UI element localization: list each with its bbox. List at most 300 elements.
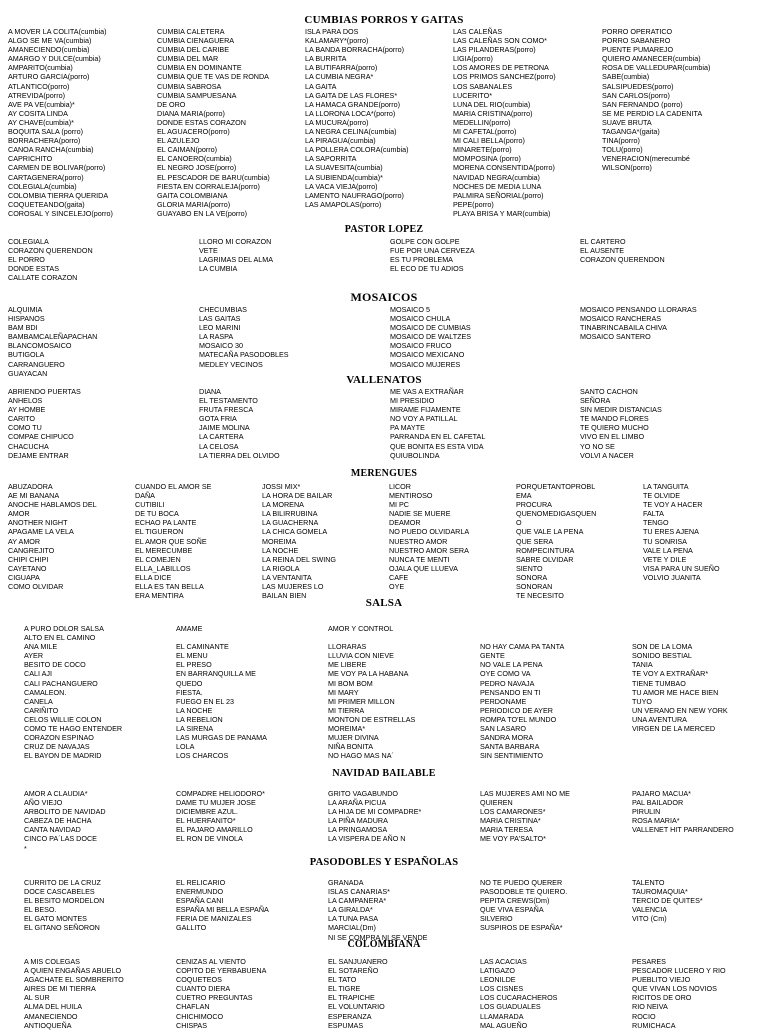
song-title: NIÑA BONITA — [328, 742, 373, 752]
song-title: NOCHES DE MEDIA LUNA — [453, 181, 542, 191]
song-title: DEAMOR — [389, 518, 421, 528]
song-title: GRANADA — [328, 878, 364, 887]
song-title: SAN CARLOS(porro) — [602, 90, 670, 100]
song-column — [390, 387, 576, 460]
song-title: CANELA — [24, 696, 53, 706]
song-title: QUE VIVA ESPAÑA — [480, 905, 544, 915]
song-title: FRUTA FRESCA — [199, 405, 254, 415]
song-title: VALE LA PENA — [643, 545, 693, 555]
song-title: LA CUMBIA — [199, 264, 238, 274]
song-title: SILVERIO — [480, 914, 513, 924]
song-title: LLUVIA CON NIEVE — [328, 651, 394, 661]
song-title: LUCERITO* — [453, 90, 493, 100]
song-title: QUE BONITA ES ESTA VIDA — [390, 441, 484, 451]
song-title: PORQUETANTOPROBL — [516, 482, 596, 491]
song-title: CORAZON QUERENDON — [8, 246, 93, 256]
song-title: ESPERANZA — [328, 1011, 372, 1021]
song-title: DONDE ESTAS — [8, 264, 59, 274]
song-title: SONIDO BESTIAL — [632, 651, 692, 661]
song-title: SIN SENTIMIENTO — [480, 751, 543, 761]
song-title: PERDONAME — [480, 696, 527, 706]
song-title: LA TANGUITA — [643, 482, 689, 491]
song-title: NI SE COMPRA NI SE VENDE — [328, 932, 428, 942]
song-title: MOREIMA — [262, 536, 297, 546]
song-title: EL VOLUNTARIO — [328, 1002, 385, 1012]
song-column — [328, 878, 476, 942]
song-title: COLEGIALA — [8, 237, 49, 246]
song-title: LA PIÑA MADURA — [328, 816, 388, 826]
song-title: EL GATO MONTES — [24, 914, 87, 924]
song-title: ESPUMAS — [328, 1020, 364, 1030]
song-title: QUENOMEDIGASQUEN — [516, 509, 597, 519]
song-title — [632, 624, 764, 633]
song-title: FALTA — [643, 509, 664, 519]
song-title: TENGO — [643, 518, 669, 528]
song-title: MI PRESIDIO — [390, 396, 435, 406]
song-title: LOLA — [176, 742, 195, 752]
song-title: COROSAL Y SINCELEJO(porro) — [8, 208, 113, 218]
song-title: ME VAS A EXTRAÑAR — [390, 387, 464, 396]
song-title — [480, 633, 628, 642]
song-title: LA PIRAGUA(cumbia) — [305, 136, 376, 146]
song-title: GAITA COLOMBIANA — [157, 190, 228, 200]
song-title: MATECAÑA PASODOBLES — [199, 350, 289, 360]
song-title: MORENA CONSENTIDA(porro) — [453, 163, 555, 173]
song-title: MI CAFETAL(porro) — [453, 127, 517, 137]
song-title: SALSIPUEDES(porro) — [602, 81, 674, 91]
song-title: AL SUR — [24, 993, 50, 1003]
song-column — [390, 305, 576, 369]
song-title: FIESTA EN CORRALEJA(porro) — [157, 181, 260, 191]
song-title: PA MAYTE — [390, 423, 425, 433]
song-title: EL BAYON DE MADRID — [24, 751, 102, 761]
song-title: CANTA NAVIDAD — [24, 825, 81, 835]
song-title: ESPAÑA MI BELLA ESPAÑA — [176, 905, 269, 915]
song-title: ARBOLITO DE NAVIDAD — [24, 807, 106, 817]
song-title: AMAME — [176, 624, 203, 633]
song-title: LA HIJA DE MI COMPADRE* — [328, 807, 422, 817]
song-title: EL MENU — [176, 651, 208, 661]
song-title: ATREVIDA(porro) — [8, 90, 65, 100]
song-title: CAFE — [389, 572, 409, 582]
song-title: AMOR Y CONTROL — [328, 624, 394, 633]
song-title: CUMBIA QUE TE VAS DE RONDA — [157, 72, 269, 82]
song-column — [135, 482, 258, 600]
song-title: TE NECESITO — [516, 591, 564, 601]
song-title: QUIEREN — [480, 798, 513, 808]
song-title: DE TU BOCA — [135, 509, 179, 519]
section-title: COLOMBIANA — [347, 939, 421, 950]
song-title: EL AZULEJO — [157, 136, 200, 146]
song-title: QUE VIVAN LOS NOVIOS — [632, 984, 717, 994]
song-title: TE VOY A HACER — [643, 500, 703, 510]
song-title: CHICHIMOCO — [176, 1011, 224, 1021]
song-title: CALI AJI — [24, 669, 52, 679]
song-title: VIVO EN EL LIMBO — [580, 432, 645, 442]
song-title: CARTAGENERA(porro) — [8, 172, 84, 182]
song-title: CELOS WILLIE COLON — [24, 714, 102, 724]
song-title: CUETRO PREGUNTAS — [176, 993, 253, 1003]
song-title: CUMBIA CIENAGUERA — [157, 36, 235, 46]
song-title: LOS AMORES DE PETRONA — [453, 63, 549, 73]
song-title: ANOCHE HABLAMOS DEL — [8, 500, 97, 510]
song-title: COPITO DE YERBABUENA — [176, 966, 267, 976]
song-title: ESPAÑA CANI — [176, 896, 224, 906]
song-title: SONORA — [516, 572, 548, 582]
song-title: CHECUMBIAS — [199, 305, 247, 314]
song-title: EL BESO. — [24, 905, 57, 915]
song-title: FIESTA. — [176, 687, 203, 697]
song-title: LA ARAÑA PICUA — [328, 798, 387, 808]
song-title: LLAMARADA — [480, 1011, 524, 1021]
song-column — [24, 624, 172, 760]
song-column — [305, 27, 449, 209]
song-title: AVE PA VE(cumbia)* — [8, 99, 75, 109]
song-title: ERA MENTIRA — [135, 591, 184, 601]
song-title: MOMPOSINA (porro) — [453, 154, 521, 164]
section-title: PASTOR LOPEZ — [344, 224, 424, 235]
song-title: PEDRO NAVAJA — [480, 678, 535, 688]
song-column — [24, 789, 172, 853]
song-title: LA BILIRRUBINA — [262, 509, 318, 519]
song-title: LOS CUCARACHEROS — [480, 993, 558, 1003]
song-title: SANTA BARBARA — [480, 742, 540, 752]
song-title: LA CHICA GOMELA — [262, 527, 328, 537]
song-title: BOQUITA SALA (porro) — [8, 127, 83, 137]
song-title: TANIA — [632, 660, 653, 670]
song-title: COMPAE CHIPUCO — [8, 432, 74, 442]
song-title: A MOVER LA COLITA(cumbia) — [8, 27, 107, 36]
song-title: MARIA CRISTINA* — [480, 816, 541, 826]
song-title: GOLPE CON GOLPE — [390, 237, 460, 246]
song-title: PEPITA CREWS(Dm) — [480, 896, 550, 906]
song-title: LOS CHARCOS — [176, 751, 229, 761]
song-title: WILSON(porro) — [602, 163, 652, 173]
song-title: ISLA PARA DOS — [305, 27, 359, 36]
song-title: BLANCOMOSAICO — [8, 341, 72, 351]
song-title: OYE — [389, 582, 405, 592]
song-title: LA HAMACA GRANDE(porro) — [305, 99, 401, 109]
song-column — [453, 27, 598, 218]
song-title: CENIZAS AL VIENTO — [176, 957, 246, 966]
song-title: SUAVE BRUTA — [602, 117, 652, 127]
song-title: TU ERES AJENA — [643, 527, 699, 537]
song-title: AMPARITO(cumbia) — [8, 63, 73, 73]
song-title — [480, 624, 628, 633]
song-title: ROSA MARIA* — [632, 816, 680, 826]
song-column — [480, 624, 628, 760]
song-title: OYE COMO VA — [480, 669, 531, 679]
song-title: COMO TE HAGO ENTENDER — [24, 724, 123, 734]
song-title: TAUROMAQUIA* — [632, 887, 688, 897]
song-title: EL SOTAREÑO — [328, 966, 379, 976]
song-title: LA SIRENA — [176, 724, 214, 734]
song-title: LAS MUJERES AMI NO ME — [480, 789, 570, 798]
song-title: SAN LASARO — [480, 724, 526, 734]
song-title: CHISPAS — [176, 1020, 208, 1030]
song-title: ES TU PROBLEMA — [390, 255, 453, 265]
song-title: O — [516, 518, 522, 528]
song-title: LOS CISNES — [480, 984, 524, 994]
song-title: CORAZON QUERENDON — [580, 255, 665, 265]
song-column — [8, 27, 153, 218]
song-title: ME VOY PA LA HABANA — [328, 669, 409, 679]
song-title: SABRE OLVIDAR — [516, 554, 574, 564]
song-title: TU SONRISA — [643, 536, 687, 546]
song-column — [389, 482, 512, 591]
song-title: COQUETEOS — [176, 975, 222, 985]
song-title: GALLITO — [176, 923, 207, 933]
song-title: ELLA_LABILLOS — [135, 563, 191, 573]
song-title: LOS GUADUALES — [480, 1002, 541, 1012]
song-column — [8, 387, 195, 460]
song-title: VITO (Cm) — [632, 914, 667, 924]
song-title: MOREIMA* — [328, 724, 366, 734]
song-title: NO VALE LA PENA — [480, 660, 543, 670]
song-title: VETE — [199, 246, 218, 256]
song-title: EL COMEJEN — [135, 554, 181, 564]
song-title: AMOR A CLAUDIA* — [24, 789, 88, 798]
song-column — [632, 789, 764, 834]
song-title: DIANA MARIA(porro) — [157, 108, 225, 118]
song-title — [176, 633, 324, 642]
song-title: AY CHAVE(cumbia)* — [8, 117, 74, 127]
song-title: LA GIRALDA* — [328, 905, 373, 915]
song-title: SIN MEDIR DISTANCIAS — [580, 405, 662, 415]
song-title — [632, 633, 764, 642]
song-title: QUIUBOLINDA — [390, 450, 440, 460]
song-title: BAMBAMCALEÑAPACHAN — [8, 332, 98, 342]
song-title: MI PC — [389, 500, 409, 510]
song-title: MOSAICO PENSANDO LLORARAS — [580, 305, 697, 314]
section-title: CUMBIAS PORROS Y GAITAS — [304, 14, 464, 26]
section-title: VALLENATOS — [346, 374, 422, 386]
song-title: LA VACA VIEJA(porro) — [305, 181, 378, 191]
song-title: LA SUAVESITA(cumbia) — [305, 163, 383, 173]
song-title: OJALA QUE LLUEVA — [389, 563, 458, 573]
song-title: ANTIOQUEÑA — [24, 1020, 72, 1030]
song-title: LAS CALEÑAS SON COMO* — [453, 36, 547, 46]
song-title: AY COSITA LINDA — [8, 108, 68, 118]
song-title: RIO NEIVA — [632, 1002, 668, 1012]
song-title: ISLAS CANARIAS* — [328, 887, 390, 897]
song-title: SAN FERNANDO (porro) — [602, 99, 683, 109]
song-title: PUEBLITO VIEJO — [632, 975, 691, 985]
song-title: MOSAICO DE CUMBIAS — [390, 323, 471, 333]
song-title: LA SAPORRITA — [305, 154, 357, 164]
song-column — [328, 624, 476, 760]
song-title: TE VOY A EXTRAÑAR* — [632, 669, 709, 679]
song-title: PENSANDO EN TI — [480, 687, 541, 697]
song-title: EL RELICARIO — [176, 878, 226, 887]
song-title: ALMA DEL HUILA — [24, 1002, 83, 1012]
song-title: CRUZ DE NAVAJAS — [24, 742, 90, 752]
song-title: DAÑA — [135, 491, 155, 501]
song-title: COMO OLVIDAR — [8, 582, 64, 592]
song-title: EL TESTAMENTO — [199, 396, 258, 406]
song-column — [8, 237, 195, 282]
song-title: MUJER DIVINA — [328, 733, 379, 743]
song-title: VALLENET HIT PARRANDERO — [632, 825, 734, 835]
song-title: LA NEGRA CELINA(cumbia) — [305, 127, 397, 137]
song-column — [328, 789, 476, 844]
song-title: EL MERECUMBE — [135, 545, 193, 555]
song-title: LAGRIMAS DEL ALMA — [199, 255, 274, 265]
song-title: GLORIA MARIA(porro) — [157, 199, 231, 209]
song-title: TE MANDO FLORES — [580, 414, 649, 424]
song-title: LA VISPERA DE AÑO N — [328, 834, 406, 844]
song-title: CUANDO EL AMOR SE — [135, 482, 212, 491]
song-title: LA CARTERA — [199, 432, 244, 442]
song-title: NUNCA TE MENTI — [389, 554, 450, 564]
song-title: HISPANOS — [8, 314, 45, 324]
song-column — [632, 878, 764, 923]
song-title: BESITO DE COCO — [24, 660, 86, 670]
song-title: LLORARAS — [328, 642, 367, 652]
song-title: MEDELLIN(porro) — [453, 117, 511, 127]
song-column — [580, 387, 764, 460]
song-title: EL TRAPICHE — [328, 993, 375, 1003]
song-title: ALQUIMIA — [8, 305, 43, 314]
song-title: NO PUEDO OLVIDARLA — [389, 527, 470, 537]
song-title: PALMIRA SEÑORIAL(porro) — [453, 190, 544, 200]
song-title: MOSAICO CHULA — [390, 314, 451, 324]
song-title: BAM BDI — [8, 323, 38, 333]
song-title: DEJAME ENTRAR — [8, 450, 69, 460]
song-title: EL AGUACERO(porro) — [157, 127, 230, 137]
song-title — [328, 633, 476, 642]
song-title: LA SUBIENDA(cumbia)* — [305, 172, 383, 182]
song-title: LUNA DEL RIO(cumbia) — [453, 99, 531, 109]
song-title: ROCIO — [632, 1011, 656, 1021]
song-title: DONDE ESTAS CORAZON — [157, 117, 246, 127]
song-title: CARITO — [8, 414, 36, 424]
song-title: BAILAN BIEN — [262, 591, 307, 601]
song-title: ABUZADORA — [8, 482, 53, 491]
song-title: LICOR — [389, 482, 411, 491]
song-title: ROMPECINTURA — [516, 545, 575, 555]
song-title: NAVIDAD NEGRA(cumbia) — [453, 172, 540, 182]
song-title: LA BURRITA — [305, 54, 347, 64]
song-title: CAPRICHITO — [8, 154, 53, 164]
song-title: GOTA FRIA — [199, 414, 237, 424]
song-title: SIENTO — [516, 563, 543, 573]
song-title: VENERACION(merecumbé — [602, 154, 690, 164]
song-column — [262, 482, 385, 600]
song-title: VISA PARA UN SUEÑO — [643, 563, 720, 573]
song-title: PARRANDA EN EL CAFETAL — [390, 432, 486, 442]
song-title: AY AMOR — [8, 536, 41, 546]
song-title: COLOMBIA TIERRA QUERIDA — [8, 190, 109, 200]
song-title: SANDRA MORA — [480, 733, 534, 743]
song-title: JAIME MOLINA — [199, 423, 250, 433]
song-title: TERCIO DE QUITES* — [632, 896, 703, 906]
song-title: PUENTE PUMAREJO — [602, 45, 674, 55]
song-title: LA REBELION — [176, 714, 223, 724]
song-title: AÑO VIEJO — [24, 798, 63, 808]
song-column — [516, 482, 639, 600]
song-title: EL CAIMAN(porro) — [157, 145, 218, 155]
song-title: CIGUAPA — [8, 572, 40, 582]
song-title: BUTIGOLA — [8, 350, 45, 360]
song-title: EL GITANO SEÑORON — [24, 923, 100, 933]
song-title: ME VOY PA'SALTO* — [480, 834, 546, 844]
song-title: FUE POR UNA CERVEZA — [390, 246, 475, 256]
song-title: ELLA ES TAN BELLA — [135, 582, 204, 592]
song-title: VOLVI A NACER — [580, 450, 634, 460]
song-title: PAL BAILADOR — [632, 798, 684, 808]
song-title: EL CAMINANTE — [176, 642, 229, 652]
song-title: ROSA DE VALLEDUPAR(cumbia) — [602, 63, 711, 73]
song-title: CORAZON ESPINAO — [24, 733, 94, 743]
song-title: CALLATE CORAZON — [8, 273, 78, 283]
song-title: LAS MURGAS DE PANAMA — [176, 733, 267, 743]
song-title: ARTURO GARCIA(porro) — [8, 72, 90, 82]
song-title: COLEGIALA(cumbia) — [8, 181, 77, 191]
song-title: ANA MILE — [24, 642, 58, 652]
song-title: AMARGO Y DULCE(cumbia) — [8, 54, 101, 64]
song-title: CUTIBILI — [135, 500, 165, 510]
song-title: CALI PACHANGUERO — [24, 678, 98, 688]
song-title: EL BESITO MORDELON — [24, 896, 105, 906]
song-title: MOSAICO FRUCO — [390, 341, 452, 351]
song-title: YO NO SE — [580, 441, 615, 451]
song-title: EL NEGRO JOSE(porro) — [157, 163, 237, 173]
song-title: EL AMOR QUE SOÑE — [135, 536, 207, 546]
song-title: MI BOM BOM — [328, 678, 373, 688]
song-title: CURRITO DE LA CRUZ — [24, 878, 101, 887]
song-title: LA VENTANITA — [262, 572, 312, 582]
song-title: LA LLORONA LOCA*(porro) — [305, 108, 396, 118]
song-title: CUMBIA SABROSA — [157, 81, 222, 91]
song-column — [480, 957, 628, 1030]
song-title: QUIERO AMANECER(cumbia) — [602, 54, 701, 64]
song-title: CANGREJITO — [8, 545, 55, 555]
song-title: EL ECO DE TU ADIOS — [390, 264, 464, 274]
song-title: QUEDO — [176, 678, 203, 688]
song-title: TIENE TUMBAO — [632, 678, 686, 688]
song-title: CAMALEON. — [24, 687, 67, 697]
song-title: RUMICHACA — [632, 1020, 676, 1030]
song-title: LIGIA(porro) — [453, 54, 493, 64]
song-title: TU AMOR ME HACE BIEN — [632, 687, 719, 697]
song-title: CUANTO DIERA — [176, 984, 231, 994]
song-title: MI CALI BELLA(porro) — [453, 136, 525, 146]
song-title: LEO MARINI — [199, 323, 241, 333]
song-title: LLORO MI CORAZON — [199, 237, 272, 246]
song-title: * — [24, 843, 27, 853]
song-title: CAYETANO — [8, 563, 47, 573]
song-column — [8, 305, 195, 378]
song-title: PIRULIN — [632, 807, 661, 817]
section-title: MOSAICOS — [350, 290, 418, 304]
song-column — [176, 878, 324, 933]
song-column — [632, 624, 764, 733]
song-title: LA TIERRA DEL OLVIDO — [199, 450, 280, 460]
song-title: LA RASPA — [199, 332, 234, 342]
song-title: LAMENTO NAUFRAGO(porro) — [305, 190, 404, 200]
song-title: NADIE SE MUERE — [389, 509, 451, 519]
song-title: ANOTHER NIGHT — [8, 518, 68, 528]
song-title: CUMBIA CALETERA — [157, 27, 225, 36]
song-title: EMA — [516, 491, 532, 501]
song-title: PESCADOR LUCERO Y RIO — [632, 966, 726, 976]
song-column — [632, 957, 764, 1030]
song-title: ROMPA TO'EL MUNDO — [480, 714, 557, 724]
song-title: LA CAMPANERA* — [328, 896, 387, 906]
song-title: CUMBIA SAMPUESANA — [157, 90, 237, 100]
song-title: LA NOCHE — [176, 705, 213, 715]
